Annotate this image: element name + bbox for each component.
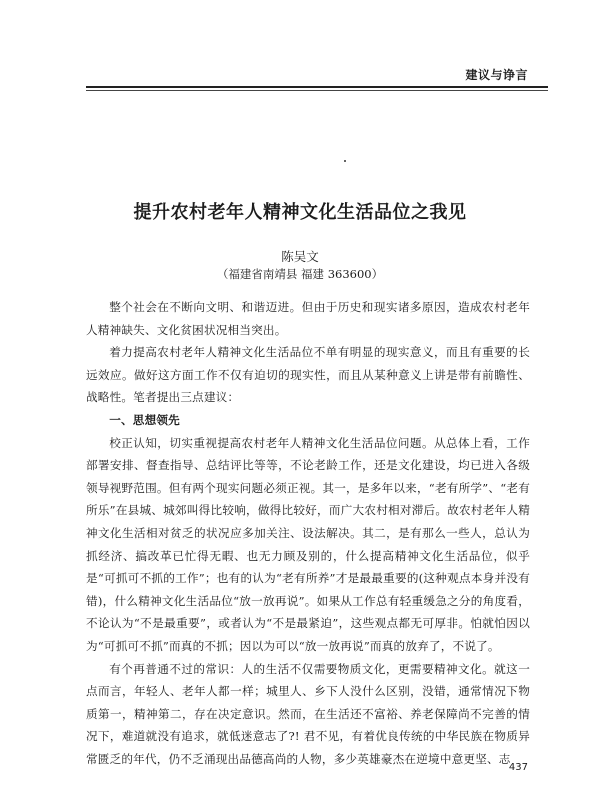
speck [344, 160, 346, 162]
paragraph-common-sense: 有个再普通不过的常识：人的生活不仅需要物质文化，更需要精神文化。就这一点而言，年轻人、老年人都一样；城里人、乡下人没什么区别，没错，通常情况下物质第一，精神第二，存在决定意识。然而，在生活还不富裕、养老保障尚不完善的情况下，难道就没有追求，就低迷意志了?! 君不见，有着优良传统的中华民族在物质异常匮乏的年代，仍不乏涌现出品德高尚的人物，多少英雄豪杰在逆境中意更坚、志 [86, 661, 530, 766]
author-affiliation: （福建省南靖县 福建 363600） [216, 267, 384, 281]
header-rule [86, 86, 548, 88]
article-body [86, 296, 530, 770]
paragraph-significance: 着力提高农村老年人精神文化生活品位不单有明显的现实意义，而且有重要的长远效应。做好这方面工作不仅有迫切的现实性，而且从某种意义上讲是带有前瞻性、战略性。笔者提出三点建议： [86, 345, 530, 405]
article-title: 提升农村老年人精神文化生活品位之我见 [133, 202, 467, 223]
paragraph-cognition: 校正认知，切实重视提高农村老年人精神文化生活品位问题。从总体上看，工作部署安排、督查指导、总结评比等等，不论老龄工作，还是文化建设，均已进入各级领导视野范围。但有两个现实问题必须正视。其一，是多年以来，“老有所学”、“老有所乐”在县城、城郊叫得比较响，做得比较好，而广大农村相对滞后。故农村老年人精神文化生活相对贫乏的状况应多加关注、设法解决。其二，是有那么一些人，总认为抓经济、搞改革已忙得无暇、也无力顾及别的，什么提高精神文化生活品位，似乎是“可抓可不抓的工作”；也有的认为“老有所养”才是最最重要的(这种观点本身并没有错)，什么精神文化生活品位“放一放再说”。如果从工作总有轻重缓急之分的角度看，不论认为“不是最重要”，或者认为“不是最紧迫”，这些观点都无可厚非。怕就怕因以为“可抓可不抓”而真的不抓；因以为可以“放一放再说”而真的放弃了，不说了。 [86, 435, 530, 653]
paragraph-intro: 整个社会在不断向文明、和谐迈进。但由于历史和现实诸多原因，造成农村老年人精神缺失、文化贫困状况相当突出。 [86, 300, 530, 337]
page-number: 437 [508, 762, 528, 773]
header-rule-thin [86, 90, 548, 91]
section-header: 建议与诤言 [465, 68, 528, 82]
section-heading-1: 一、思想领先 [109, 412, 180, 427]
author-name: 陈吴文 [281, 249, 319, 264]
